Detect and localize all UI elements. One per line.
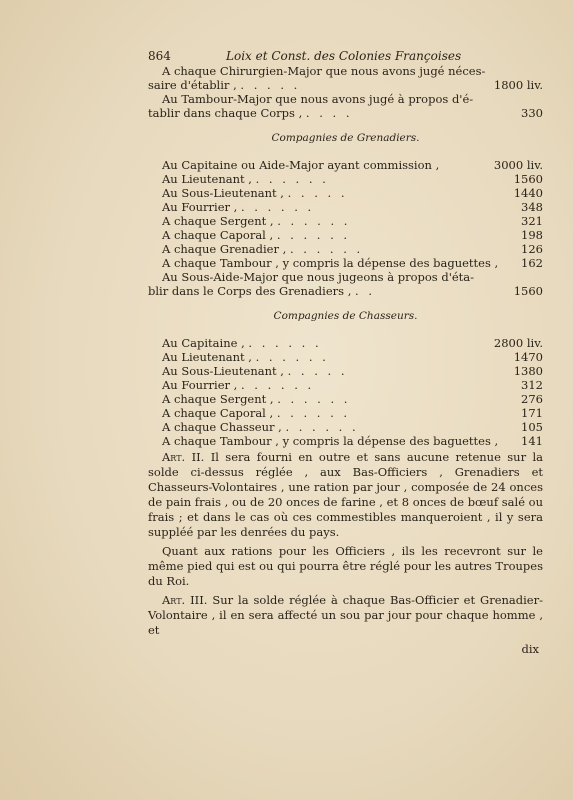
row-label: Au Fourrier ,	[162, 378, 238, 392]
pay-row	[148, 256, 543, 270]
pay-row	[148, 350, 543, 364]
row-label: A chaque Caporal ,	[162, 406, 274, 420]
leader-dots: . . . . . .	[241, 378, 315, 392]
entry-value: 1800 liv.	[493, 78, 543, 92]
leader-dots: . . . . . .	[277, 214, 351, 228]
section-title: Compagnies de Chasseurs.	[273, 310, 418, 322]
entry-label: A chaque Chirurgien-Major que nous avons jugé néces-	[162, 64, 486, 78]
pay-table-grenadiers	[148, 158, 543, 298]
row-label-cont: blir dans le Corps des Grenadiers ,	[148, 284, 352, 298]
pay-row	[148, 214, 543, 228]
top-entry	[148, 92, 543, 120]
row-value: 105	[521, 420, 543, 434]
page-header	[148, 48, 543, 64]
row-value: 162	[521, 256, 543, 270]
entry-label: Au Tambour-Major que nous avons jugé à propos d'é-	[162, 92, 474, 106]
pay-row	[148, 336, 543, 350]
row-value: 1560	[513, 284, 543, 298]
row-label: Au Lieutenant ,	[162, 350, 252, 364]
section-title: Compagnies de Grenadiers.	[271, 132, 420, 144]
pay-row	[148, 434, 543, 448]
row-label: A chaque Chasseur ,	[162, 420, 282, 434]
entry-label: Au Sous-Aide-Major que nous jugeons à propos d'éta-	[162, 270, 475, 284]
row-value: 171	[521, 406, 543, 420]
pay-row	[148, 158, 543, 172]
row-value: 141	[521, 434, 543, 448]
row-value: 1470	[513, 350, 543, 364]
row-label: Au Capitaine ou Aide-Major ayant commission ,	[162, 158, 440, 172]
pay-row	[148, 378, 543, 392]
leader-dots: . . . . . .	[276, 228, 351, 242]
pay-row	[148, 172, 543, 186]
row-value: 2800 liv.	[493, 336, 543, 350]
leader-dots: . . . . . .	[255, 172, 329, 186]
row-value: 312	[521, 378, 543, 392]
leader-dots: . . . . . .	[248, 336, 322, 350]
row-value: 126	[521, 242, 543, 256]
pay-row	[148, 284, 543, 298]
row-value: 1440	[513, 186, 543, 200]
pay-row	[148, 364, 543, 378]
pay-row	[148, 200, 543, 214]
row-label: A chaque Caporal ,	[162, 228, 274, 242]
row-value: 198	[521, 228, 543, 242]
rations-paragraph	[148, 544, 543, 589]
row-value: 1560	[513, 172, 543, 186]
row-value: 321	[521, 214, 543, 228]
row-label: A chaque Tambour , y compris la dépense des baguettes ,	[162, 256, 499, 270]
pay-row	[148, 392, 543, 406]
pay-table-chasseurs	[148, 336, 543, 448]
row-label: A chaque Sergent ,	[162, 392, 274, 406]
leader-dots: . . . .	[305, 106, 353, 120]
row-label: Au Sous-Lieutenant ,	[162, 186, 284, 200]
row-label: A chaque Sergent ,	[162, 214, 274, 228]
row-label: Au Fourrier ,	[162, 200, 238, 214]
leader-dots: . . . . . .	[277, 392, 351, 406]
pay-row	[148, 242, 543, 256]
pay-row	[148, 186, 543, 200]
leader-dots: . . . . . .	[285, 420, 359, 434]
pay-row	[148, 406, 543, 420]
pay-row	[148, 420, 543, 434]
catchword: dix	[521, 642, 539, 656]
leader-dots: . . . . . .	[276, 406, 351, 420]
running-title: Loix et Const. des Colonies Françoises	[226, 49, 462, 63]
article-3	[148, 593, 543, 638]
row-value: 348	[521, 200, 543, 214]
leader-dots: . . . . .	[240, 78, 301, 92]
leader-dots: . .	[355, 284, 375, 298]
page-number: 864	[148, 49, 171, 63]
row-value: 1380	[513, 364, 543, 378]
row-label: A chaque Grenadier ,	[162, 242, 287, 256]
paragraph-text: Quant aux rations pour les Officiers , ils les recevront sur le même pied qui est ou qui pourra être réglé pour les autres Troupes du Roi.	[148, 544, 543, 588]
leader-dots: . . . . .	[287, 186, 348, 200]
leader-dots: . . . . .	[287, 364, 348, 378]
leader-dots: . . . . . .	[255, 350, 329, 364]
row-value: 276	[521, 392, 543, 406]
article-2	[148, 450, 543, 540]
entry-label-cont: saire d'établir ,	[148, 78, 237, 92]
leader-dots: . . . . . .	[289, 242, 364, 256]
row-value: 3000 liv.	[493, 158, 543, 172]
article-lead: Art. II.	[162, 450, 205, 464]
entry-value: 330	[521, 106, 543, 120]
row-label: Au Capitaine ,	[162, 336, 245, 350]
entry-label-cont: tablir dans chaque Corps ,	[148, 106, 303, 120]
article-text: Il sera fourni en outre et sans aucune retenue sur la solde ci-dessus réglée , aux Bas-Officiers , Grenadiers et Chasseurs-Volontaires , une ration par jour , composée de 24 onces de pain frais , ou de 20 onces de farine , et 8 onces de bœuf salé ou frais ; et dans le cas où ces commestibles manqueroient , il y sera suppléé par les denrées du pays.	[148, 450, 543, 539]
top-entry	[148, 64, 543, 92]
entry-line	[148, 78, 543, 92]
article-text: Sur la solde réglée à chaque Bas-Officier et Grenadier-Volontaire , il en sera affecté un sou par jour pour chaque homme , et	[148, 593, 543, 637]
row-label: Au Lieutenant ,	[162, 172, 252, 186]
leader-dots: . . . . . .	[241, 200, 315, 214]
row-label: A chaque Tambour , y compris la dépense des baguettes ,	[162, 434, 499, 448]
entry-line	[148, 106, 543, 120]
text-block	[148, 48, 543, 656]
article-lead: Art. III.	[162, 593, 208, 607]
pay-row	[148, 228, 543, 242]
row-label: Au Sous-Lieutenant ,	[162, 364, 284, 378]
